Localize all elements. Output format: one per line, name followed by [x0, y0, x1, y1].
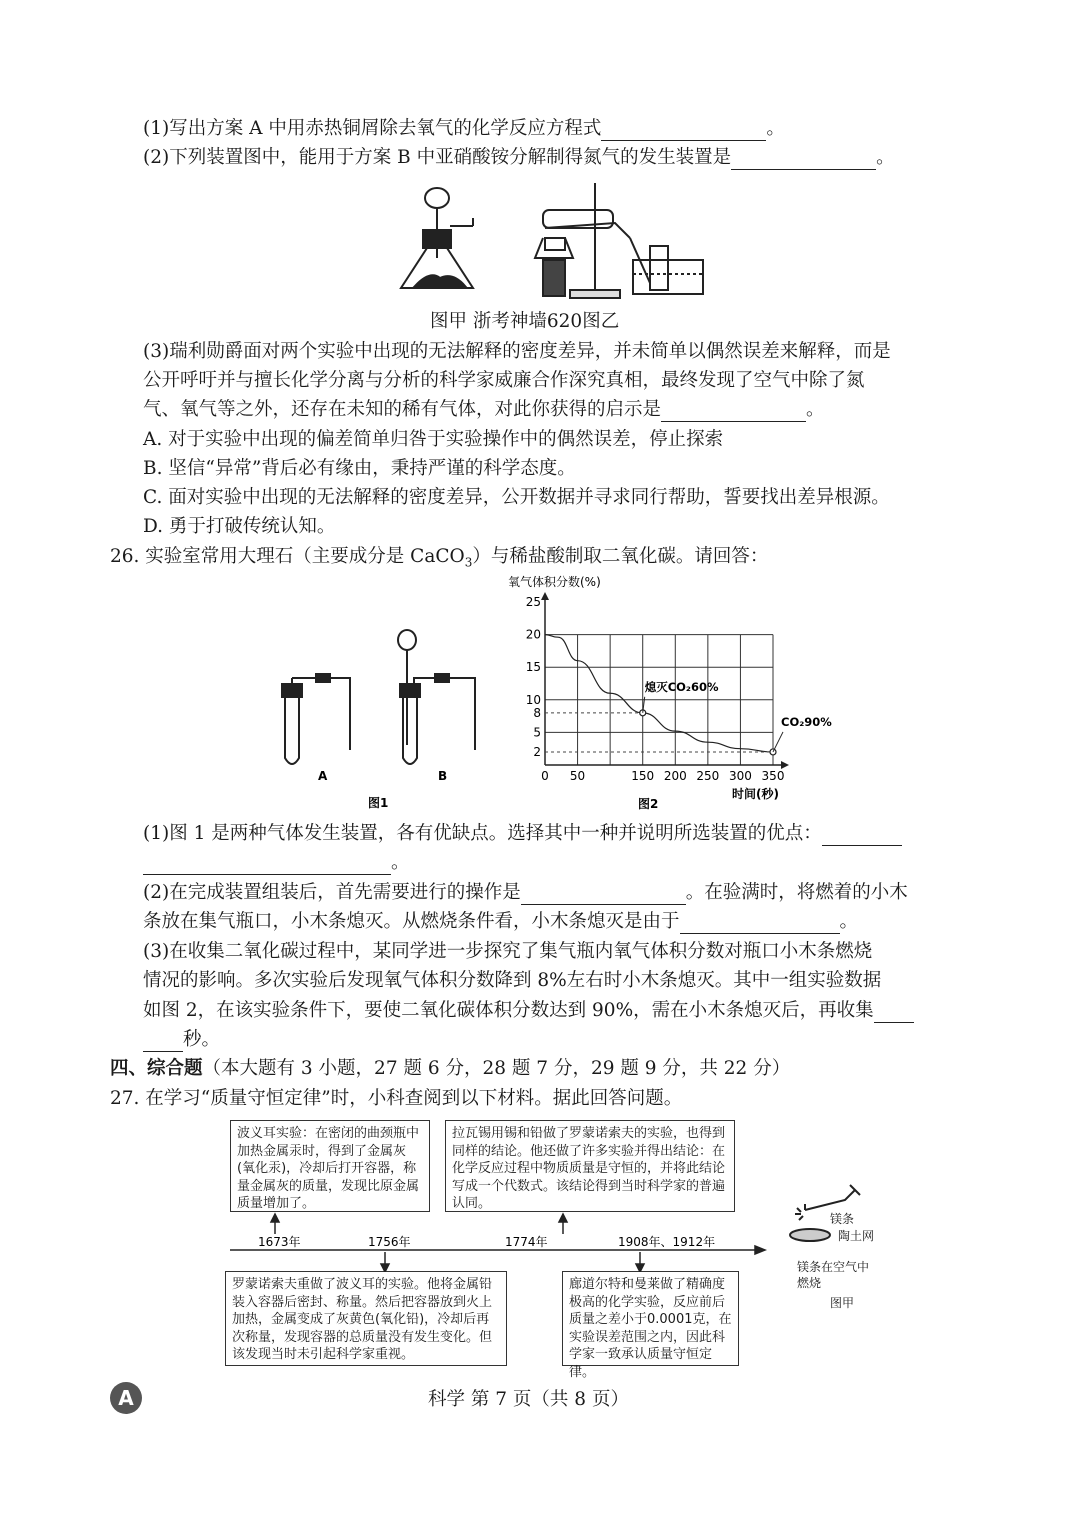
y-tick-label: 10 — [525, 692, 541, 707]
y-tick-label: 25 — [525, 595, 541, 609]
q26-stem: 26. 实验室常用大理石（主要成分是 CaCO$_3$）与稀盐酸制取二氧化碳。请回答： — [110, 546, 769, 570]
answer-blank[interactable] — [680, 913, 840, 934]
y-tick-label: 2 — [533, 744, 541, 759]
q26-part1-line1: (1)图 1 是两种气体发生装置，各有优缺点。选择其中一种并说明所选装置的优点： — [143, 822, 902, 846]
y-axis-arrow — [541, 592, 549, 600]
y-tick-label: 20 — [525, 627, 541, 642]
q25-part1: (1)写出方案 A 中用赤热铜屑除去氧气的化学反应方程式 。 — [143, 118, 785, 139]
q25-option-c: C. 面对实验中出现的无法解释的密度差异，公开数据并寻求同行帮助，誓要找出差异根源。 — [143, 487, 890, 508]
answer-blank[interactable] — [601, 120, 766, 141]
q26-part3-line2: 情况的影响。多次实验后发现氧气体积分数降到 8%左右时小木条熄灭。其中一组实验数据 — [143, 970, 882, 991]
page-footer: 科学 第 7 页（共 8 页） — [428, 1389, 629, 1410]
figure-label-gauze: 陶土网 — [838, 1229, 875, 1243]
version-badge: A — [110, 1382, 142, 1414]
annotation-point — [770, 749, 776, 755]
figure-label-magnesium: 镁条 — [830, 1212, 855, 1226]
answer-blank[interactable] — [731, 149, 876, 170]
chart-grid — [545, 635, 773, 765]
answer-blank[interactable] — [822, 825, 902, 846]
q26-part3-line3: 如图 2，在该实验条件下，要使二氧化碳体积分数达到 90%，需在小木条熄灭后，再收集 — [143, 999, 914, 1023]
x-tick-label: 150 — [631, 769, 655, 783]
annotation-label: 熄灭CO₂60% — [644, 679, 719, 694]
timeline — [225, 1212, 770, 1272]
q25-option-b: B. 坚信“异常”背后必有缘由，秉持严谨的科学态度。 — [143, 458, 576, 479]
y-tick-label: 8 — [533, 705, 541, 720]
figure2-chart — [490, 572, 850, 812]
chart-title: 氧气体积分数(%) — [508, 575, 601, 589]
q26-part1-line2: 。 — [143, 851, 410, 875]
chart-annotations — [640, 680, 833, 755]
answer-blank[interactable] — [521, 884, 686, 905]
year-1673: 1673年 — [258, 1235, 301, 1249]
year-1756: 1756年 — [368, 1235, 411, 1249]
timeline-box-boyle: 波义耳实验：在密闭的曲颈瓶中加热金属汞时，得到了金属灰(氧化汞)，冷却后打开容器，称量金属灰的质量，发现比原金属质量增加了。 — [230, 1120, 430, 1212]
section4-heading: 四、综合题（本大题有 3 小题，27 题 6 分，28 题 7 分，29 题 9 分，共 22 分） — [110, 1058, 791, 1079]
x-axis-arrow — [781, 761, 789, 769]
chart-x-label: 时间(秒) — [732, 787, 779, 801]
heating-apparatus — [535, 183, 703, 298]
answer-blank[interactable] — [143, 854, 391, 875]
year-1774: 1774年 — [505, 1235, 548, 1249]
figure2-caption: 图2 — [638, 797, 659, 811]
flask-apparatus — [401, 188, 473, 288]
y-tick-label: 15 — [525, 660, 541, 675]
figure-caption-jia: 图甲 — [830, 1296, 855, 1310]
annotation-label: CO₂90% — [781, 714, 832, 729]
q26-part3-line1: (3)在收集二氧化碳过程中，某同学进一步探究了集气瓶内氧气体积分数对瓶口小木条燃烧 — [143, 941, 873, 962]
apparatus-figure — [395, 178, 715, 306]
x-tick-label: 300 — [728, 769, 752, 783]
x-tick-label: 250 — [696, 769, 720, 783]
figure1-apparatus — [270, 620, 500, 820]
timeline-box-lavoisier: 拉瓦锡用锡和铅做了罗蒙诺索夫的实验，也得到同样的结论。他还做了许多实验并得出结论：在化学反应过程中物质质量是守恒的，并将此结论写成一个代数式。该结论得到当时科学家的普遍认同。 — [445, 1120, 735, 1212]
figure1-caption: 图1 — [368, 796, 389, 810]
x-tick-label: 200 — [663, 769, 687, 783]
q25-part2: (2)下列装置图中，能用于方案 B 中亚硝酸铵分解制得氮气的发生装置是 。 — [143, 147, 895, 168]
answer-blank[interactable] — [874, 1002, 914, 1023]
figure-label-burning-1: 镁条在空气中 — [797, 1260, 870, 1274]
q26-part2-line1: (2)在完成装置组装后，首先需要进行的操作是 。在验满时，将燃着的小木 — [143, 882, 908, 903]
figure1-label-b: B — [438, 769, 448, 783]
answer-blank[interactable] — [143, 1031, 183, 1052]
q25-part3-line1: (3)瑞利勋爵面对两个实验中出现的无法解释的密度差异，并未简单以偶然误差来解释，而是 — [143, 341, 891, 362]
answer-blank[interactable] — [661, 401, 806, 422]
q26-part3-line4: 秒。 — [143, 1028, 220, 1052]
timeline-box-landolt: 廊道尔特和曼莱做了精确度极高的化学实验，反应前后质量之差小于0.0001克，在实验误差范围之内，因此科学家一致承认质量守恒定律。 — [562, 1271, 739, 1366]
x-tick-label: 0 — [541, 769, 549, 783]
q25-option-a: A. 对于实验中出现的偏差简单归咎于实验操作中的偶然误差，停止探索 — [143, 429, 724, 450]
q25-part3-line3: 气、氧气等之外，还存在未知的稀有气体，对此你获得的启示是 。 — [143, 399, 825, 420]
q26-part2-line2: 条放在集气瓶口，小木条熄灭。从燃烧条件看，小木条熄灭是由于 。 — [143, 911, 859, 932]
q25-option-d: D. 勇于打破传统认知。 — [143, 516, 336, 537]
figure1-label-a: A — [318, 769, 328, 783]
x-tick-label: 50 — [569, 769, 586, 783]
year-1908-1912: 1908年、1912年 — [618, 1235, 716, 1249]
y-tick-label: 5 — [533, 725, 541, 740]
timeline-box-lomonosov: 罗蒙诺索夫重做了波义耳的实验。他将金属铅装入容器后密封、称量。然后把容器放到火上加热，金属变成了灰黄色(氧化铅)，冷却后再次称量，发现容器的总质量没有发生变化。但该发现当时未引起科学家重视。 — [225, 1271, 507, 1366]
q27-stem: 27. 在学习“质量守恒定律”时，小科查阅到以下材料。据此回答问题。 — [110, 1088, 683, 1109]
figure-label-burning-2: 燃烧 — [797, 1276, 822, 1290]
q25-figure-caption: 图甲 浙考神墙620图乙 — [430, 311, 620, 332]
x-tick-label: 350 — [761, 769, 785, 783]
q25-part3-line2: 公开呼吁并与擅长化学分离与分析的科学家威廉合作深究真相，最终发现了空气中除了氮 — [143, 370, 865, 391]
annotation-leader — [773, 732, 783, 752]
